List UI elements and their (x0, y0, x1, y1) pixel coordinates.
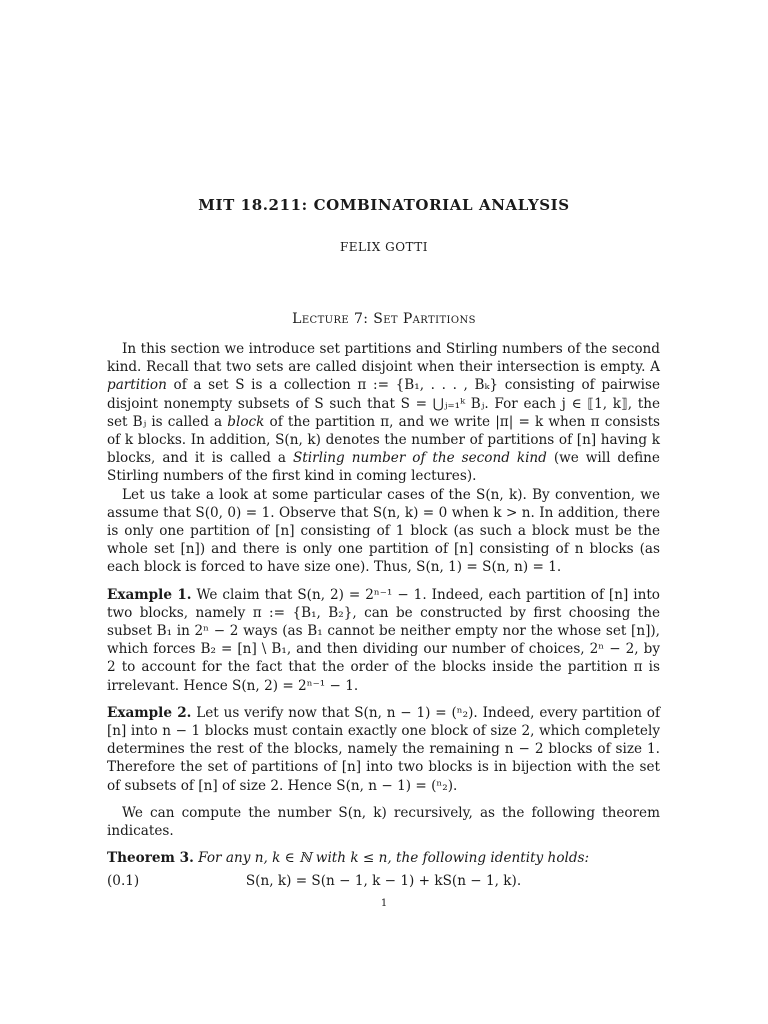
lecture-heading: Lecture 7: Set Partitions (292, 311, 476, 327)
equation-tag: (0.1) (107, 873, 140, 890)
intro-paragraph (107, 340, 660, 486)
equation-body: S(n, k) = S(n − 1, k − 1) + kS(n − 1, k). (245, 873, 522, 890)
intro-text-4: (we will define Stirling numbers of the first kind in coming lectures). (107, 450, 660, 485)
theorem-3-text: For any n, k ∈ ℕ with k ≤ n, the following identity holds: (198, 850, 590, 867)
equation-0-1 (107, 872, 660, 892)
intro-text-2: of a set S is a collection π := {B₁, . . . , Bₖ} consisting of pairwise disjoint nonempty subsets of S such that S = ⋃ⱼ₌₁ᵏ Bⱼ. For each j ∈ ⟦1, k⟧, the set Bⱼ is called a (107, 377, 660, 430)
term-stirling: Stirling number of the second kind (292, 450, 547, 467)
page-number: 1 (380, 898, 388, 909)
example-1 (107, 586, 660, 695)
example-1-label: Example 1. (107, 586, 192, 603)
document-title: MIT 18.211: COMBINATORIAL ANALYSIS (198, 196, 570, 214)
term-block: block (227, 413, 265, 430)
body-text (107, 340, 660, 892)
particular-cases-paragraph: Let us take a look at some particular cases of the S(n, k). By convention, we assume that S(0, 0) = 1. Observe that S(n, k) = 0 when k > n. In addition, there is only one partition of [n] consisting of 1 block (as such a block must be the whole set [n]) and there is only one partition of [n] consisting of n blocks (as each block is forced to have size one). Thus, S(n, 1) = S(n, n) = 1. (107, 486, 660, 576)
term-partition: partition (107, 377, 167, 394)
theorem-3-label: Theorem 3. (107, 850, 194, 867)
example-1-text: We claim that S(n, 2) = 2ⁿ⁻¹ − 1. Indeed, each partition of [n] into two blocks, namely π := {B₁, B₂}, can be constructed by first choosing the subset B₁ in 2ⁿ − 2 ways (as B₁ cannot be neither empty nor the whose set [n]), which forces B₂ = [n] \ B₁, and then dividing our number of choices, 2ⁿ − 2, by 2 to account for the fact that the order of the blocks inside the partition π is irrelevant. Hence S(n, 2) = 2ⁿ⁻¹ − 1. (107, 586, 660, 694)
example-2 (107, 704, 660, 795)
recursion-paragraph: We can compute the number S(n, k) recursively, as the following theorem indicates. (107, 804, 660, 840)
theorem-3 (107, 849, 660, 867)
example-2-text: Let us verify now that S(n, n − 1) = (ⁿ₂). Indeed, every partition of [n] into n − 1 blocks must contain exactly one block of size 2, which completely determines the rest of the blocks, namely the remaining n − 2 blocks of size 1. Therefore the set of partitions of [n] into two blocks is in bijection with the set of subsets of [n] of size 2. Hence S(n, n − 1) = (ⁿ₂). (107, 704, 660, 794)
example-2-label: Example 2. (107, 704, 192, 721)
author-name: FELIX GOTTI (339, 240, 429, 254)
intro-text-3: of the partition π, and we write |π| = k when π consists of k blocks. In addition, S(n, k) denotes the number of partitions of [n] having k blocks, and it is called a (107, 413, 661, 467)
intro-text-1: In this section we introduce set partitions and Stirling numbers of the second kind. Recall that two sets are called disjoint when their intersection is empty. A (107, 341, 660, 376)
